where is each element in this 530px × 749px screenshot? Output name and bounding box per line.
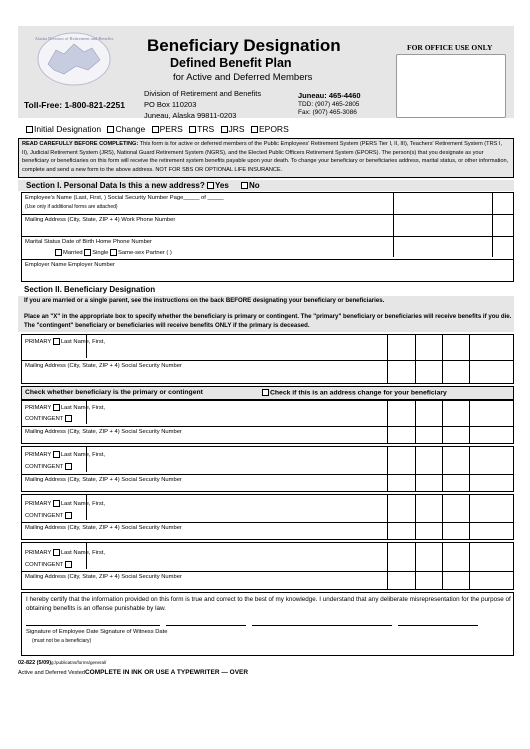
employer-label: Employer Name Employer Number (25, 262, 115, 268)
married-checkbox[interactable] (55, 249, 62, 256)
primary-label: PRIMARY (25, 405, 52, 412)
active-deferred-vested: Active and Deferred Vested (18, 670, 85, 676)
fax-phone: Fax: (907) 465-3086 (298, 109, 357, 116)
po-box: PO Box 110203 (144, 100, 197, 109)
primary-option (25, 451, 105, 458)
additional-forms-note: (Use only if additional forms are attached) (25, 204, 118, 210)
new-address-no-checkbox[interactable] (241, 182, 248, 189)
jrs-checkbox[interactable] (221, 126, 228, 133)
change-checkbox[interactable] (107, 126, 114, 133)
pers-label: PERS (159, 124, 183, 134)
witness-signature-line[interactable] (252, 625, 392, 626)
contingent-checkbox[interactable] (65, 463, 72, 470)
employee-date-line[interactable] (166, 625, 246, 626)
same-sex-label: Same-sex Partner ( ) (118, 250, 172, 257)
single-checkbox[interactable] (84, 249, 91, 256)
beneficiary-3 (21, 446, 514, 492)
marital-options (55, 249, 172, 256)
witness-date-line[interactable] (398, 625, 478, 626)
form-number: 02-822 (5/09) (18, 660, 52, 666)
office-use-label: FOR OFFICE USE ONLY (407, 43, 493, 52)
mailing-ssn-label: Mailing Address (City, State, ZIP + 4) Social Security Number (25, 477, 182, 483)
married-label: Married (63, 250, 83, 257)
certification-text: I hereby certify that the information provided on this form is true and correct to the best of my knowledge. I understand that any deliberate misrepresentation for the purpose of obtaining benefits is an offense punishable by law. (26, 596, 511, 612)
read-carefully-box (18, 138, 514, 178)
form-number-line (18, 660, 106, 666)
contingent-option (25, 561, 73, 568)
address-change-checkbox[interactable] (262, 389, 269, 396)
trs-checkbox[interactable] (189, 126, 196, 133)
primary-checkbox[interactable] (53, 404, 60, 411)
primary-checkbox[interactable] (53, 338, 60, 345)
mailing-ssn-label: Mailing Address (City, State, ZIP + 4) Social Security Number (25, 363, 182, 369)
contingent-label: CONTINGENT (25, 464, 64, 471)
form-path: g:/publicatns/forms/general/ (51, 660, 107, 665)
contingent-checkbox[interactable] (65, 415, 72, 422)
tdd-phone: TDD: (907) 465-2805 (298, 101, 360, 108)
form-subtitle-2: for Active and Deferred Members (173, 72, 313, 83)
last-first-label: Last Name, First, (60, 501, 105, 508)
certification-box (21, 592, 514, 656)
ink-instruction: COMPLETE IN INK OR USE A TYPEWRITER — OVER (84, 669, 249, 676)
marital-status-label: Marital Status Date of Birth Home Phone Number (25, 239, 152, 245)
address-change-label: Check if this is an address change for your beneficiary (270, 389, 447, 397)
employee-name-label: Employee's Name (Last, First, ) Social Security Number Page_____ of _____ (25, 195, 224, 201)
primary-label: PRIMARY (25, 339, 52, 346)
beneficiary-4 (21, 494, 514, 540)
section-1-title: Section I. Personal Data Is this a new address? (26, 181, 205, 190)
epors-label: EPORS (258, 124, 289, 134)
beneficiary-5 (21, 542, 514, 590)
same-sex-checkbox[interactable] (110, 249, 117, 256)
epors-checkbox[interactable] (251, 126, 258, 133)
contingent-option (25, 415, 73, 422)
primary-option (25, 338, 105, 345)
primary-label: PRIMARY (25, 550, 52, 557)
change-label: Change (115, 124, 146, 134)
beneficiary-1 (21, 334, 514, 384)
primary-checkbox[interactable] (53, 500, 60, 507)
last-first-label: Last Name, First, (60, 339, 105, 346)
mailing-address-label: Mailing Address (City, State, ZIP + 4) Work Phone Number (25, 217, 176, 223)
read-carefully-lead: READ CAREFULLY BEFORE COMPLETING: (22, 141, 139, 147)
seal-text: Alaska Division of Retirement and Benefits (34, 36, 114, 41)
last-first-label: Last Name, First, (60, 405, 105, 412)
yes-label: Yes (214, 181, 229, 190)
contingent-label: CONTINGENT (25, 513, 64, 520)
check-primary-contingent-label: Check whether beneficiary is the primary or contingent (25, 389, 203, 396)
personal-data-grid (21, 192, 514, 282)
initial-designation-checkbox[interactable] (26, 126, 33, 133)
last-first-label: Last Name, First, (60, 550, 105, 557)
office-use-box (396, 54, 506, 118)
mailing-ssn-label: Mailing Address (City, State, ZIP + 4) Social Security Number (25, 525, 182, 531)
contingent-option (25, 512, 73, 519)
division-name: Division of Retirement and Benefits (144, 89, 262, 98)
primary-option (25, 404, 105, 411)
primary-option (25, 500, 105, 507)
instructions-2: Place an "X" in the appropriate box to specify whether the beneficiary is primary or contingent. The "primary" beneficiary or beneficiaries will receive benefits if you die. The "contingent" beneficiary or beneficiaries will receive benefits ONLY if the primary is deceased. (24, 313, 512, 329)
juneau-phone: Juneau: 465-4460 (298, 91, 361, 100)
last-first-label: Last Name, First, (60, 452, 105, 459)
instructions-1: If you are married or a single parent, see the instructions on the back BEFORE designating your beneficiary or beneficiaries. (24, 297, 385, 304)
no-label: No (249, 181, 260, 190)
read-carefully-body: This form is for active or deferred members of the Public Employees' Retirement System (PERS Tier I, II, III), Teachers' Retirement System (TRS I, II), Judicial Retirement System (JRS), National Guard Retirement System (NGRS), and the Elected Public Officers Retirement System (EPORS). The person(s) that you designate as your beneficiary or beneficiaries on this form will receive the retirement system benefits payable upon your death. To change your beneficiary or beneficiaries address, marital status, or other information, complete and send a new form to the above address. NOT FOR SBS OR OPTIONAL LIFE INSURANCE. (22, 141, 509, 173)
section-1-header (18, 180, 514, 191)
contingent-label: CONTINGENT (25, 416, 64, 423)
toll-free-phone: Toll-Free: 1-800-821-2251 (24, 100, 125, 110)
city-address: Juneau, Alaska 99811-0203 (144, 111, 237, 120)
primary-label: PRIMARY (25, 501, 52, 508)
witness-note: (must not be a beneficiary) (32, 638, 92, 644)
jrs-label: JRS (228, 124, 245, 134)
trs-label: TRS (197, 124, 215, 134)
contingent-checkbox[interactable] (65, 561, 72, 568)
single-label: Single (92, 250, 109, 257)
primary-label: PRIMARY (25, 452, 52, 459)
form-title: Beneficiary Designation (147, 36, 341, 55)
form-subtitle: Defined Benefit Plan (170, 56, 292, 70)
mailing-ssn-label: Mailing Address (City, State, ZIP + 4) Social Security Number (25, 574, 182, 580)
contingent-label: CONTINGENT (25, 562, 64, 569)
pers-checkbox[interactable] (152, 126, 159, 133)
employee-signature-line[interactable] (26, 625, 160, 626)
new-address-yes-checkbox[interactable] (207, 182, 214, 189)
alaska-seal-logo (34, 30, 114, 88)
primary-option (25, 549, 105, 556)
initial-designation-label: Initial Designation (34, 124, 102, 134)
section-2-title: Section II. Beneficiary Designation (24, 285, 156, 294)
mailing-ssn-label: Mailing Address (City, State, ZIP + 4) Social Security Number (25, 429, 182, 435)
beneficiary-2 (21, 400, 514, 444)
primary-checkbox[interactable] (53, 451, 60, 458)
contingent-option (25, 463, 73, 470)
primary-checkbox[interactable] (53, 549, 60, 556)
signature-labels: Signature of Employee Date Signature of Witness Date (26, 629, 168, 635)
designation-type-row (26, 124, 289, 134)
address-change-option (262, 389, 447, 396)
contingent-checkbox[interactable] (65, 512, 72, 519)
footer-line (18, 669, 248, 676)
